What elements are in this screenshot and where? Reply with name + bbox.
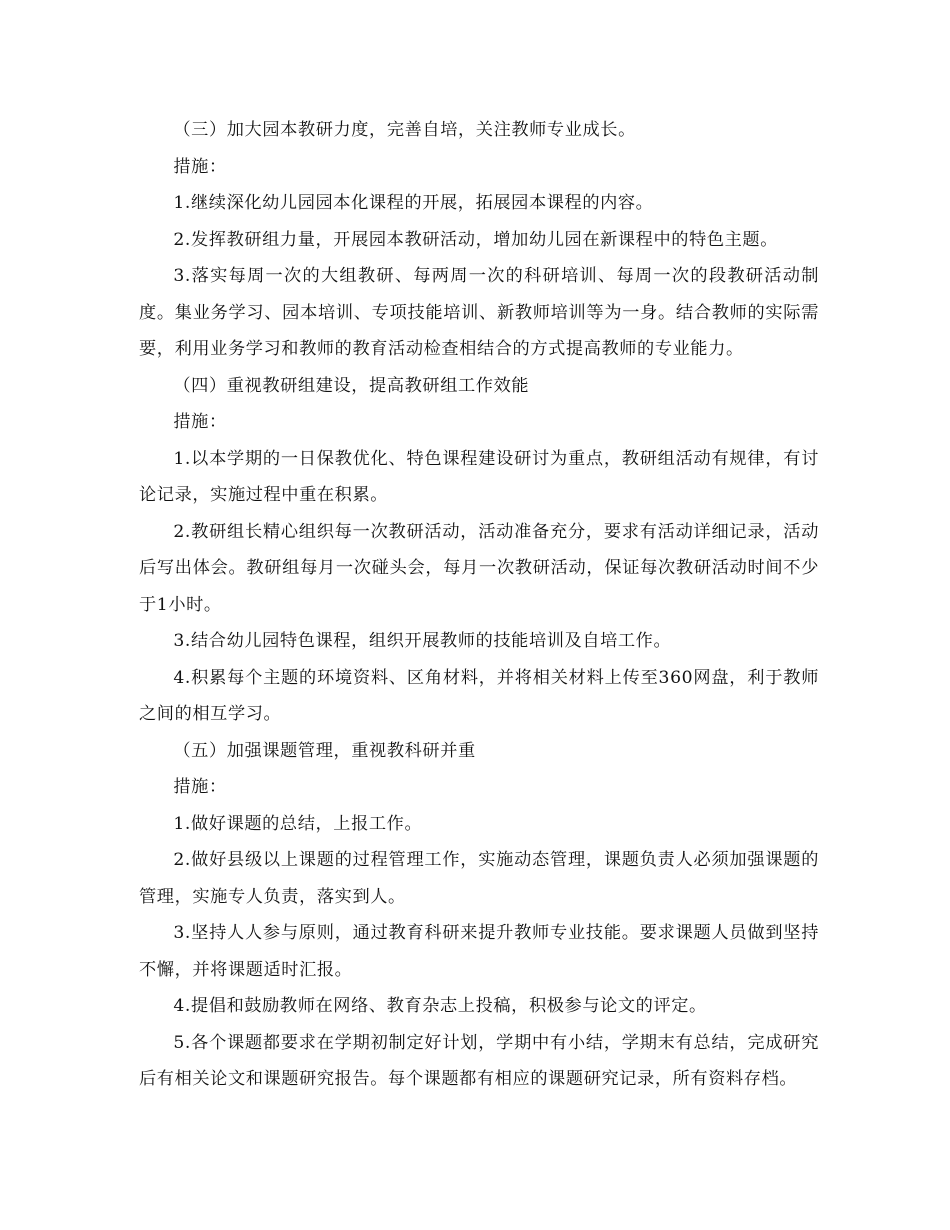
measure-item: 4.积累每个主题的环境资料、区角材料，并将相关材料上传至360网盘，利于教师之间的相互学习。 — [139, 667, 819, 724]
document-page — [139, 112, 819, 1098]
measures-label: 措施： — [173, 777, 227, 797]
measure-item: 3.结合幼儿园特色课程，组织开展教师的技能培训及自培工作。 — [173, 631, 672, 651]
measure-item: 1.以本学期的一日保教优化、特色课程建设研讨为重点，教研组活动有规律，有讨论记录，实施过程中重在积累。 — [139, 448, 819, 505]
measure-item: 2.教研组长精心组织每一次教研活动，活动准备充分，要求有活动详细记录，活动后写出体会。教研组每月一次碰头会，每月一次教研活动，保证每次教研活动时间不少于1小时。 — [139, 521, 819, 615]
section-heading-4: （四）重视教研组建设，提高教研组工作效能 — [173, 375, 530, 396]
measure-item: 1.继续深化幼儿园园本化课程的开展，拓展园本课程的内容。 — [173, 193, 654, 213]
measures-label: 措施： — [173, 156, 227, 177]
section-heading-3: （三）加大园本教研力度，完善自培，关注教师专业成长。 — [173, 120, 636, 140]
measure-item: 2.做好县级以上课题的过程管理工作，实施动态管理，课题负责人必须加强课题的管理，实施专人负责，落实到人。 — [139, 850, 819, 907]
measure-item: 4.提倡和鼓励教师在网络、教育杂志上投稿，积极参与论文的评定。 — [173, 996, 707, 1016]
measure-item: 1.做好课题的总结，上报工作。 — [173, 813, 423, 834]
section-heading-5: （五）加强课题管理，重视教科研并重 — [173, 740, 476, 761]
measure-item: 2.发挥教研组力量，开展园本教研活动，增加幼儿园在新课程中的特色主题。 — [173, 229, 778, 250]
measure-item: 5.各个课题都要求在学期初制定好计划，学期中有小结，学期末有总结，完成研究后有相关论文和课题研究报告。每个课题都有相应的课题研究记录，所有资料存档。 — [139, 1032, 819, 1089]
measure-item: 3.落实每周一次的大组教研、每两周一次的科研培训、每周一次的段教研活动制度。集业务学习、园本培训、专项技能培训、新教师培训等为一身。结合教师的实际需要，利用业务学习和教师的教育活动检查相结合的方式提高教师的专业能力。 — [139, 266, 819, 359]
measures-label: 措施： — [173, 412, 227, 432]
measure-item: 3.坚持人人参与原则，通过教育科研来提升教师专业技能。要求课题人员做到坚持不懈，并将课题适时汇报。 — [139, 923, 819, 980]
